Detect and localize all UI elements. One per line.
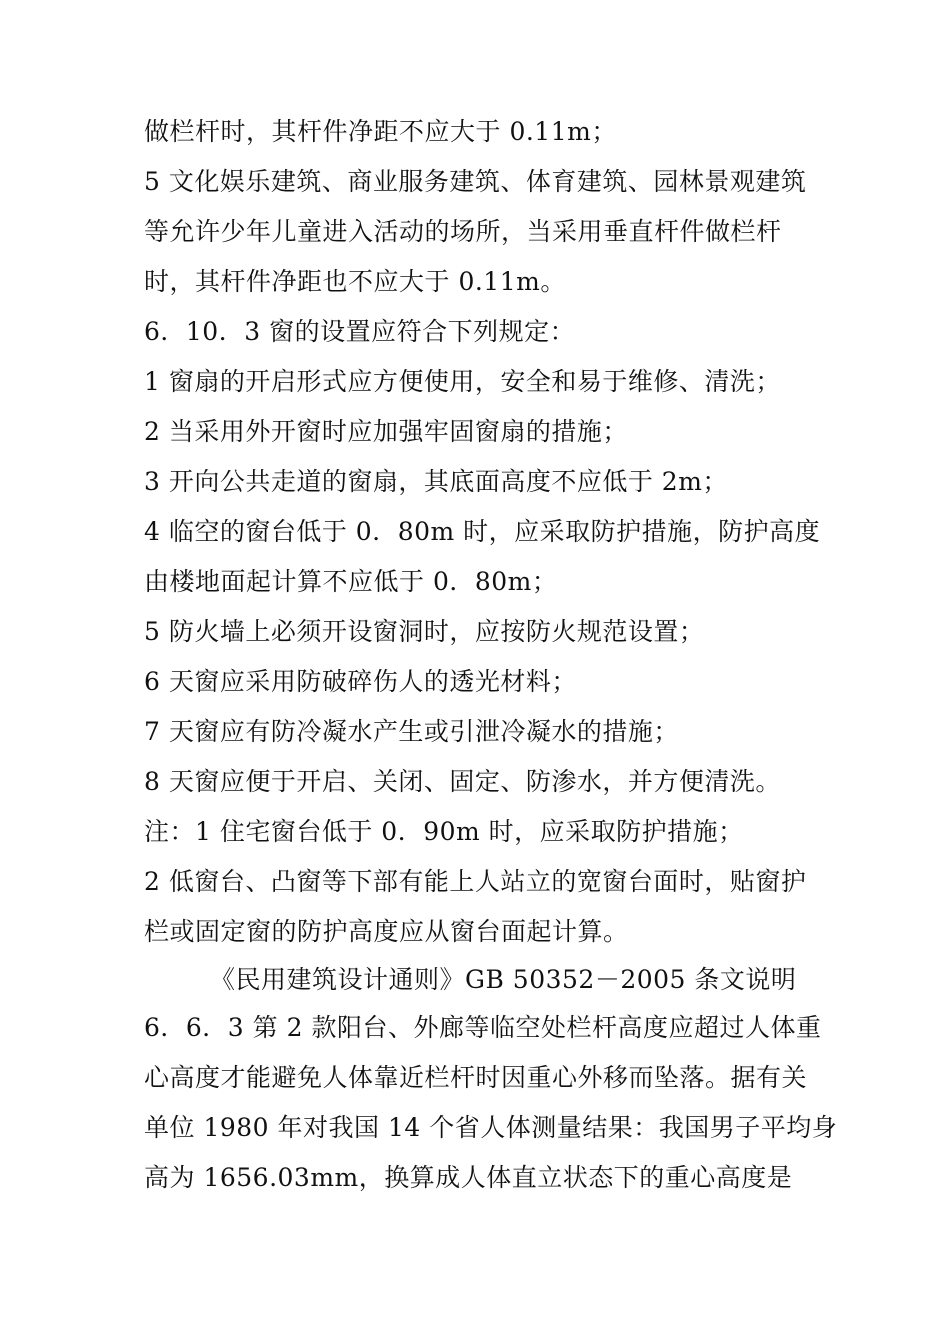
text-line: 栏或固定窗的防护高度应从窗台面起计算。 <box>144 917 629 946</box>
text-line: 5 文化娱乐建筑、商业服务建筑、体育建筑、园林景观建筑 <box>144 167 807 196</box>
text-line: 6 天窗应采用防破碎伤人的透光材料； <box>144 667 577 696</box>
text-line: 时，其杆件净距也不应大于 0.11m。 <box>144 267 566 296</box>
section-heading: 6．10．3 窗的设置应符合下列规定： <box>144 317 576 346</box>
section-title: 《民用建筑设计通则》GB 50352－2005 条文说明 <box>210 965 797 994</box>
note-line: 注：1 住宅窗台低于 0．90m 时，应采取防护措施； <box>144 817 744 846</box>
text-line: 由楼地面起计算不应低于 0．80m； <box>144 567 558 596</box>
section-heading: 6．6．3 第 2 款阳台、外廊等临空处栏杆高度应超过人体重 <box>144 1013 822 1042</box>
text-line: 2 低窗台、凸窗等下部有能上人站立的宽窗台面时，贴窗护 <box>144 867 807 896</box>
text-line: 等允许少年儿童进入活动的场所，当采用垂直杆件做栏杆 <box>144 217 782 246</box>
text-line: 5 防火墙上必须开设窗洞时，应按防火规范设置； <box>144 617 705 646</box>
text-line: 1 窗扇的开启形式应方便使用，安全和易于维修、清洗； <box>144 367 781 396</box>
text-line: 4 临空的窗台低于 0．80m 时，应采取防护措施，防护高度 <box>144 517 821 546</box>
text-line: 心高度才能避免人体靠近栏杆时因重心外移而坠落。据有关 <box>144 1063 808 1092</box>
text-line: 3 开向公共走道的窗扇，其底面高度不应低于 2m； <box>144 467 728 496</box>
text-line: 单位 1980 年对我国 14 个省人体测量结果：我国男子平均身 <box>144 1113 838 1142</box>
text-line: 2 当采用外开窗时应加强牢固窗扇的措施； <box>144 417 628 446</box>
text-line: 做栏杆时，其杆件净距不应大于 0.11m； <box>144 117 617 146</box>
text-line: 7 天窗应有防冷凝水产生或引泄冷凝水的措施； <box>144 717 679 746</box>
text-line: 高为 1656.03mm，换算成人体直立状态下的重心高度是 <box>144 1163 793 1192</box>
text-line: 8 天窗应便于开启、关闭、固定、防渗水，并方便清洗。 <box>144 767 781 796</box>
